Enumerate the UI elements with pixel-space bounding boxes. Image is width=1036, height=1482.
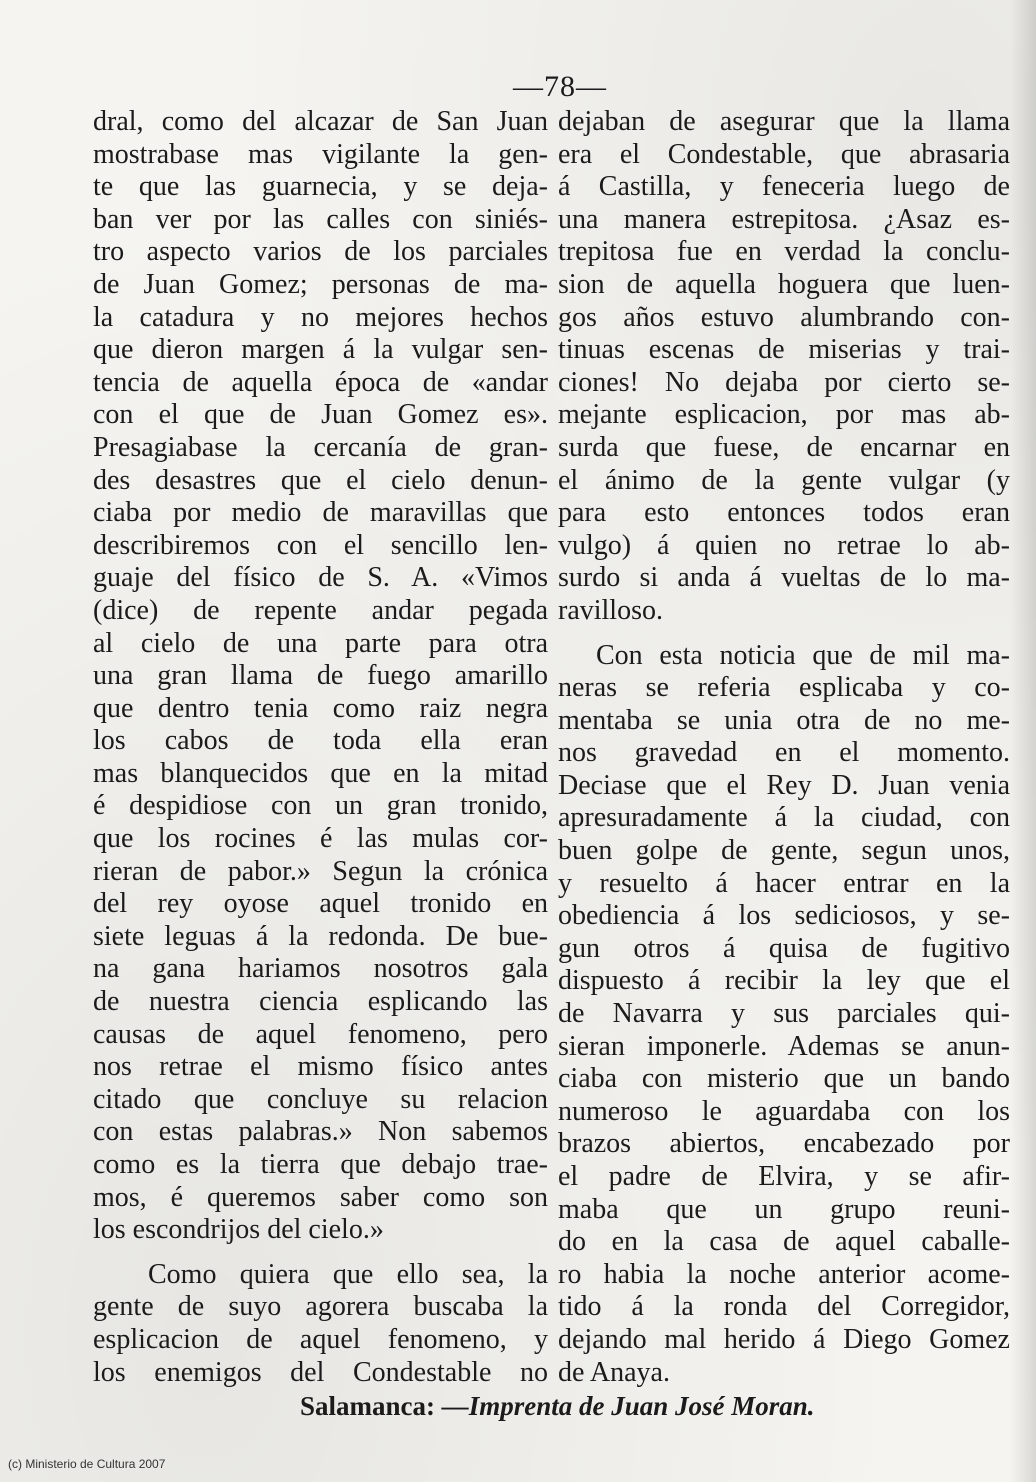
left-paragraph-2 <box>93 1259 548 1389</box>
text-line: mejante esplicacion, por mas ab- <box>558 399 1010 431</box>
text-line: nos gravedad en el momento. <box>558 737 1010 769</box>
text-line: al cielo de una parte para otra <box>93 627 548 659</box>
text-line: que dieron margen á la vulgar sen- <box>93 334 548 366</box>
text-line: del rey oyose aquel tronido en <box>93 888 548 920</box>
text-line: mostrabase mas vigilante la gen- <box>93 138 548 170</box>
imprint-place: Salamanca: <box>300 1391 435 1421</box>
text-line: mentaba se unia otra de no me- <box>558 704 1010 736</box>
text-line: Con esta noticia que de mil ma- <box>596 639 1010 671</box>
text-line: Como quiera que ello sea, la <box>148 1258 548 1290</box>
text-line: una manera estrepitosa. ¿Asaz es- <box>558 203 1010 235</box>
text-line: buen golpe de gente, segun unos, <box>558 835 1010 867</box>
text-line: nos retrae el mismo físico antes <box>93 1051 548 1083</box>
text-line: para esto entonces todos eran <box>558 497 1010 529</box>
text-line: ciaba por medio de maravillas que <box>93 497 548 529</box>
page-number: —78— <box>513 70 607 103</box>
text-line: do en la casa de aquel caballe- <box>558 1226 1010 1258</box>
text-line: dral, como del alcazar de San Juan <box>93 106 548 137</box>
text-line: dejando mal herido á Diego Gomez <box>558 1323 1010 1355</box>
text-line: siete leguas á la redonda. De bue- <box>93 920 548 952</box>
text-line: esplicacion de aquel fenomeno, y <box>93 1323 548 1355</box>
text-line: describiremos con el sencillo len- <box>93 529 548 561</box>
right-paragraph-2 <box>558 640 1010 1390</box>
text-line: tido á la ronda del Corregidor, <box>558 1291 1010 1323</box>
text-line: tencia de aquella época de «andar <box>93 366 548 398</box>
printer-imprint <box>300 1391 860 1422</box>
text-line: é despidiose con un gran tronido, <box>93 790 548 822</box>
right-paragraph-1 <box>558 106 1010 628</box>
text-line: trepitosa fue en verdad la conclu- <box>558 236 1010 268</box>
text-line: de Juan Gomez; personas de ma- <box>93 268 548 300</box>
text-line: ciaba con misterio que un bando <box>558 1063 1010 1095</box>
text-line: con estas palabras.» Non sabemos <box>93 1116 548 1148</box>
text-line: citado que concluye su relacion <box>93 1083 548 1115</box>
text-line: que dentro tenia como raiz negra <box>93 692 548 724</box>
text-line: tro aspecto varios de los parciales <box>93 236 548 268</box>
text-line: ciones! No dejaba por cierto se- <box>558 366 1010 398</box>
paragraph-gap <box>93 1247 548 1259</box>
text-line: gos años estuvo alumbrando con- <box>558 301 1010 333</box>
text-line: ravilloso. <box>558 594 663 626</box>
text-line: con el que de Juan Gomez es». <box>93 399 548 431</box>
text-line: la catadura y no mejores hechos <box>93 301 548 333</box>
text-line: ban ver por las calles con siniés- <box>93 203 548 235</box>
text-line: los enemigos del Condestable no <box>93 1356 548 1388</box>
text-line: na gana hariamos nosotros gala <box>93 953 548 985</box>
text-line: ro habia la noche anterior acome- <box>558 1258 1010 1290</box>
copyright-notice: (c) Ministerio de Cultura 2007 <box>8 1457 166 1471</box>
text-line: dispuesto á recibir la ley que el <box>558 965 1010 997</box>
text-line: surda que fuese, de encarnar en <box>558 431 1010 463</box>
text-line: maba que un grupo reuni- <box>558 1193 1010 1225</box>
text-line: sieran imponerle. Ademas se anun- <box>558 1030 1010 1062</box>
text-line: te que las guarnecia, y se deja- <box>93 171 548 203</box>
text-line: Presagiabase la cercanía de gran- <box>93 431 548 463</box>
text-line: guaje del físico de S. A. «Vimos <box>93 562 548 594</box>
text-line: dejaban de asegurar que la llama <box>558 106 1010 137</box>
text-line: vulgo) á quien no retrae lo ab- <box>558 529 1010 561</box>
left-column <box>93 106 548 1389</box>
text-line: mos, é queremos saber como son <box>93 1181 548 1213</box>
text-line: una gran llama de fuego amarillo <box>93 660 548 692</box>
text-line: rieran de pabor.» Segun la crónica <box>93 855 548 887</box>
paragraph-gap <box>558 628 1010 640</box>
text-line: los cabos de toda ella eran <box>93 725 548 757</box>
page-edge-shadow <box>1010 0 1036 1482</box>
text-line: que los rocines é las mulas cor- <box>93 823 548 855</box>
left-paragraph-1 <box>93 106 548 1247</box>
text-line: los escondrijos del cielo.» <box>93 1214 384 1246</box>
text-line: causas de aquel fenomeno, pero <box>93 1018 548 1050</box>
text-line: mas blanquecidos que en la mitad <box>93 757 548 789</box>
text-line: gente de suyo agorera buscaba la <box>93 1291 548 1323</box>
text-line: de Anaya. <box>558 1356 670 1388</box>
right-column <box>558 106 1010 1389</box>
text-line: neras se referia esplicaba y co- <box>558 672 1010 704</box>
text-line: el padre de Elvira, y se afir- <box>558 1161 1010 1192</box>
text-line: sion de aquella hoguera que luen- <box>558 268 1010 300</box>
text-line: surdo si anda á vueltas de lo ma- <box>558 562 1010 594</box>
text-line: obediencia á los sediciosos, y se- <box>558 900 1010 932</box>
text-line: de nuestra ciencia esplicando las <box>93 986 548 1018</box>
text-line: (dice) de repente andar pegada <box>93 594 548 626</box>
text-line: como es la tierra que debajo trae- <box>93 1149 548 1180</box>
text-line: apresuradamente á la ciudad, con <box>558 802 1010 834</box>
text-line: y resuelto á hacer entrar en la <box>558 867 1010 899</box>
text-line: de Navarra y sus parciales qui- <box>558 998 1010 1030</box>
text-line: brazos abiertos, encabezado por <box>558 1128 1010 1160</box>
text-line: Deciase que el Rey D. Juan venia <box>558 769 1010 801</box>
text-line: era el Condestable, que abrasaria <box>558 138 1010 170</box>
text-line: gun otros á quisa de fugitivo <box>558 932 1010 964</box>
text-line: á Castilla, y feneceria luego de <box>558 171 1010 203</box>
text-line: des desastres que el cielo denun- <box>93 464 548 496</box>
text-line: el ánimo de la gente vulgar (y <box>558 464 1010 496</box>
text-line: tinuas escenas de miserias y trai- <box>558 334 1010 366</box>
text-line: numeroso le aguardaba con los <box>558 1095 1010 1127</box>
imprint-printer: —Imprenta de Juan José Moran. <box>441 1391 815 1421</box>
